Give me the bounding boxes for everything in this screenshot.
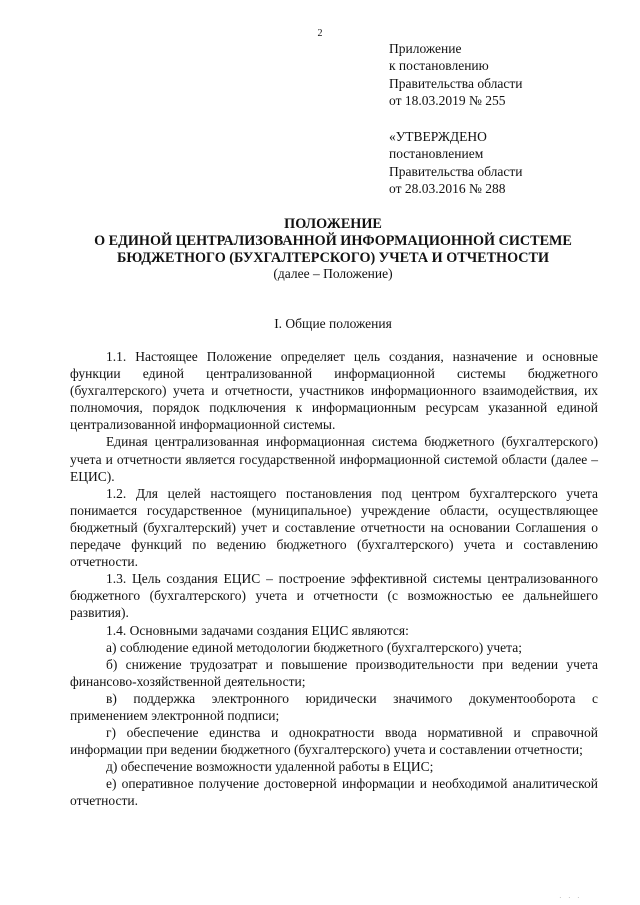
appendix-line: от 18.03.2019 № 255 (389, 93, 506, 109)
approval-note (389, 128, 522, 198)
title-line: БЮДЖЕТНОГО (БУХГАЛТЕРСКОГО) УЧЕТА И ОТЧЕТНОСТИ (116, 249, 550, 266)
scan-artifact: . . . (559, 894, 582, 900)
document-body (70, 348, 598, 810)
list-item: а) соблюдение единой методологии бюджетного (бухгалтерского) учета; (106, 639, 522, 655)
list-item: в) поддержка электронного юридически значимого документооборота с применением электронной подписи; (70, 690, 598, 723)
list-item: б) снижение трудозатрат и повышение производительности при ведении учета финансово-хозяйственной деятельности; (70, 656, 598, 689)
section-heading: I. Общие положения (274, 316, 392, 331)
list-item: г) обеспечение единства и однократности ввода нормативной и справочной информации при ведении бюджетного (бухгалтерского) учета и составлении отчетности; (70, 725, 598, 758)
title-line: О ЕДИНОЙ ЦЕНТРАЛИЗОВАННОЙ ИНФОРМАЦИОННОЙ СИСТЕМЕ (94, 232, 572, 249)
document-title (40, 216, 626, 283)
paragraph: 1.1. Настоящее Положение определяет цель создания, назначение и основные функции единой централизованной информационной системы бюджетного (бухгалтерского) учета и отчетности, участников информационного взаимодействия, их полномочия, порядок подключения к информационным ресурсам указанной единой централизованной информационной системы. (70, 349, 598, 433)
appendix-line: Правительства области (389, 75, 523, 91)
paragraph: 1.3. Цель создания ЕЦИС – построение эффективной системы централизованного бюджетного (бухгалтерского) учета и отчетности (с возможностью ее дальнейшего развития). (70, 571, 598, 621)
approval-line: от 28.03.2016 № 288 (389, 181, 506, 197)
page-number: 2 (317, 28, 323, 39)
paragraph: 1.2. Для целей настоящего постановления под центром бухгалтерского учета понимается государственное (муниципальное) учреждение области, осуществляющее бюджетный (бухгалтерский) учет и составление отчетности на основании Соглашения о передаче функций по ведению бюджетного (бухгалтерского) учета и составлению отчетности. (70, 485, 598, 570)
title-line: ПОЛОЖЕНИЕ (284, 216, 382, 232)
list-item: е) оперативное получение достоверной информации и необходимой аналитической отчетности. (70, 776, 598, 809)
appendix-line: Приложение (389, 41, 462, 56)
paragraph: 1.4. Основными задачами создания ЕЦИС являются: (106, 622, 409, 638)
appendix-line: к постановлению (389, 58, 489, 74)
approval-line: «УТВЕРЖДЕНО (389, 129, 487, 144)
approval-line: Правительства области (389, 163, 523, 179)
list-item: д) обеспечение возможности удаленной работы в ЕЦИС; (106, 759, 434, 775)
title-subline: (далее – Положение) (273, 266, 393, 282)
appendix-note (389, 40, 522, 110)
approval-line: постановлением (389, 146, 484, 162)
paragraph: Единая централизованная информационная система бюджетного (бухгалтерского) учета и отчетности является государственной информационной системой области (далее – ЕЦИС). (70, 434, 598, 484)
